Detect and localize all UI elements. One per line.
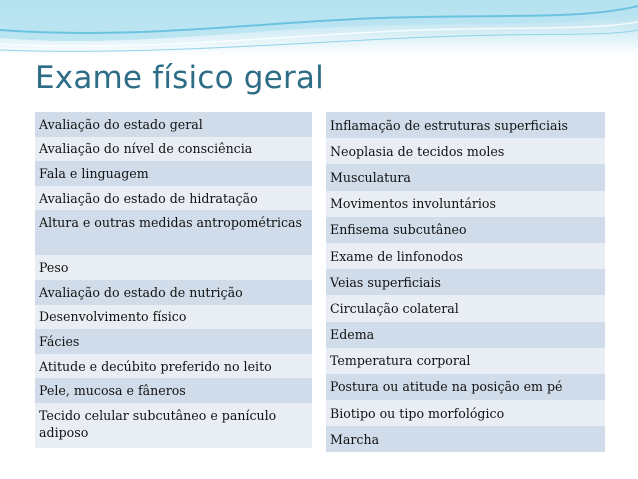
list-item: Avaliação do estado geral	[35, 112, 312, 137]
right-item-list	[326, 112, 605, 452]
decorative-wave-banner	[0, 0, 638, 56]
page-title: Exame físico geral	[35, 60, 324, 96]
list-item: Marcha	[326, 426, 605, 452]
list-item: Exame de linfonodos	[326, 243, 605, 269]
list-item: Neoplasia de tecidos moles	[326, 138, 605, 164]
list-item: Postura ou atitude na posição em pé	[326, 374, 605, 400]
list-item: Fala e linguagem	[35, 161, 312, 186]
list-item: Musculatura	[326, 164, 605, 190]
list-item: Tecido celular subcutâneo e panículo adiposo	[35, 403, 312, 448]
list-item: Avaliação do estado de hidratação	[35, 186, 312, 211]
list-item: Pele, mucosa e fâneros	[35, 378, 312, 403]
list-item: Peso	[35, 255, 312, 280]
left-item-list	[35, 112, 312, 448]
list-item: Edema	[326, 322, 605, 348]
list-item: Avaliação do nível de consciência	[35, 137, 312, 162]
list-item: Altura e outras medidas antropométricas	[35, 210, 312, 255]
list-item: Biotipo ou tipo morfológico	[326, 400, 605, 426]
list-item: Movimentos involuntários	[326, 191, 605, 217]
list-item: Enfisema subcutâneo	[326, 217, 605, 243]
list-item: Atitude e decúbito preferido no leito	[35, 354, 312, 379]
list-item: Inflamação de estruturas superficiais	[326, 112, 605, 138]
list-item: Fácies	[35, 329, 312, 354]
list-item: Temperatura corporal	[326, 348, 605, 374]
list-item: Avaliação do estado de nutrição	[35, 280, 312, 305]
list-item: Circulação colateral	[326, 295, 605, 321]
list-item: Veias superficiais	[326, 269, 605, 295]
list-item: Desenvolvimento físico	[35, 305, 312, 330]
